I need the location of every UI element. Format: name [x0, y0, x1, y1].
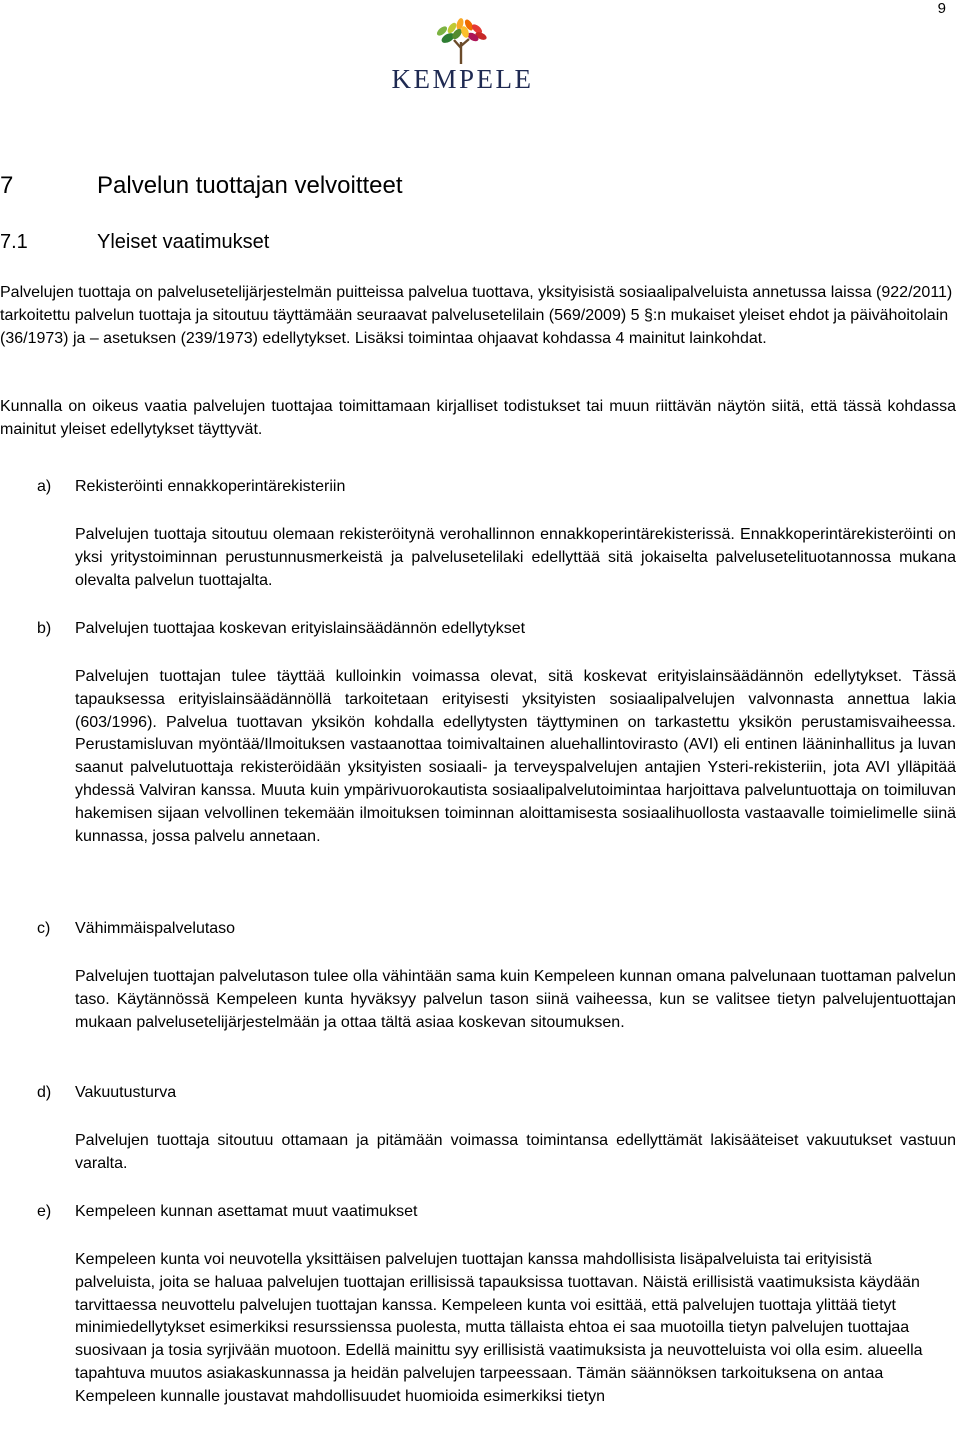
list-item-title: Vähimmäispalvelutaso [75, 920, 236, 937]
list-item-label: b) [37, 620, 52, 637]
list-item-body: Kempeleen kunta voi neuvotella yksittäisen palvelujen tuottajan kanssa mahdollisista lisäpalveluista tai erityisistä palveluista, joita se haluaa palvelujen tuottajan erillisissä tapauksissa tuottavan. Näistä erillisistä vaatimuksista käydään tarvittaessa neuvottelu palvelujen tuottajan kanssa. Kempeleen kunta voi esittää, että palvelujen tuottaja ylittää tietyt minimiedellytykset esimerkiksi resurssienssa puolesta, mutta tällaista ehtoa ei saa muotoilla tietyn palvelujen tuottajaa suosivaan ja tosia syrjivään muotoon. Edellä mainittu syy erillisistä vaatimuksista ja neuvotteluista voi olla esim. alueella tapahtuva muutos asiakaskunnassa ja heidän palvelujen tarpeessaan. Tämän säännöksen tarkoituksena on antaa Kempeleen kunnalle joustavat mahdollisuudet huomioida esimerkiksi tietyn [75, 1251, 923, 1405]
kempele-logo [380, 18, 545, 94]
list-item-body: Palvelujen tuottaja sitoutuu olemaan rekisteröitynä verohallinnon ennakkoperintärekisterissä. Ennakkoperintärekisteröinti on yksi yritystoiminnan perustunnusmerkeistä ja palvelusetelilaki edellyttää sitä jokaiselta palvelusetelituotannossa mukana olevalta palvelun tuottajalta. [75, 526, 956, 589]
section-number: 7 [0, 172, 14, 199]
list-item-body: Palvelujen tuottajan palvelutason tulee olla vähintään sama kuin Kempeleen kunnan omana palvelunaan tuottaman palvelun taso. Käytännössä Kempeleen kunta hyväksyy palvelun tason siinä vaiheessa, kun se valitsee tietyn palvelujentuottajan mukaan palvelusetelijärjestelmään ja ottaa tältä asiaa koskevan sitoumuksen. [75, 968, 956, 1031]
tree-logo-icon [432, 18, 492, 64]
list-item-title: Rekisteröinti ennakkoperintärekisteriin [75, 478, 346, 495]
intro-paragraph: Kunnalla on oikeus vaatia palvelujen tuottajaa toimittamaan kirjalliset todistukset tai muun riittävän näytön siitä, että tässä kohdassa mainitut yleiset edellytykset täyttyvät. [0, 398, 956, 438]
section-title: Palvelun tuottajan velvoitteet [97, 172, 403, 199]
page-number: 9 [937, 0, 946, 17]
list-item-label: c) [37, 920, 51, 937]
list-item-title: Palvelujen tuottajaa koskevan erityislainsäädännön edellytykset [75, 620, 526, 637]
intro-paragraph: Palvelujen tuottaja on palvelusetelijärjestelmän puitteissa palvelua tuottava, yksityisistä sosiaalipalveluista annetussa laissa (922/2011) tarkoitettu palvelun tuottaja ja sitoutuu täyttämään seuraavat palvelusetelilain (569/2009) 5 §:n mukaiset yleiset ehdot ja päivähoitolain (36/1973) ja – asetuksen (239/1973) edellytykset. Lisäksi toimintaa ohjaavat kohdassa 4 mainitut lainkohdat. [0, 284, 953, 347]
list-item-body: Palvelujen tuottajan tulee täyttää kulloinkin voimassa olevat, sitä koskevat erityislainsäädännön edellytykset. Tässä tapauksessa erityislainsäädännöllä tarkoitetaan erityisesti yksityisten sosiaalipalvelujen valvonnasta annettua lakia (603/1996). Palvelua tuottavan yksikön kohdalla edellytysten täyttyminen on tarkastettu yksikön perustamisvaiheessa. Perustamisluvan myöntää/Ilmoituksen vastaanottaa toimivaltainen aluehallintovirasto (AVI) eli entinen lääninhallitus ja luvan saanut palvelutuottaja rekisteröidään yksityisten sosiaali- ja terveyspalvelujen antajien Ysteri-rekisteriin, jota AVI ylläpitää yhdessä Valviran kanssa. Muuta kuin ympärivuorokautista sosiaalipalvelutoimintaa harjoittava palveluntuottaja on toimiluvan hakemisen sijaan velvollinen tekemään ilmoituksen toiminnan aloittamisesta sosiaalihuollosta vastaavalle toimielimelle siinä kunnassa, jossa palvelu annetaan. [75, 668, 956, 845]
subsection-title: Yleiset vaatimukset [97, 231, 270, 253]
logo-wordmark: KEMPELE [391, 64, 534, 94]
list-item-title: Kempeleen kunnan asettamat muut vaatimukset [75, 1203, 418, 1220]
list-item-title: Vakuutusturva [75, 1084, 177, 1101]
list-item-body: Palvelujen tuottaja sitoutuu ottamaan ja pitämään voimassa toimintansa edellyttämät lakisääteiset vakuutukset vastuun varalta. [75, 1132, 956, 1172]
list-item-label: a) [37, 478, 52, 495]
list-item-label: d) [37, 1084, 52, 1101]
subsection-number: 7.1 [0, 231, 28, 253]
list-item-label: e) [37, 1203, 52, 1220]
